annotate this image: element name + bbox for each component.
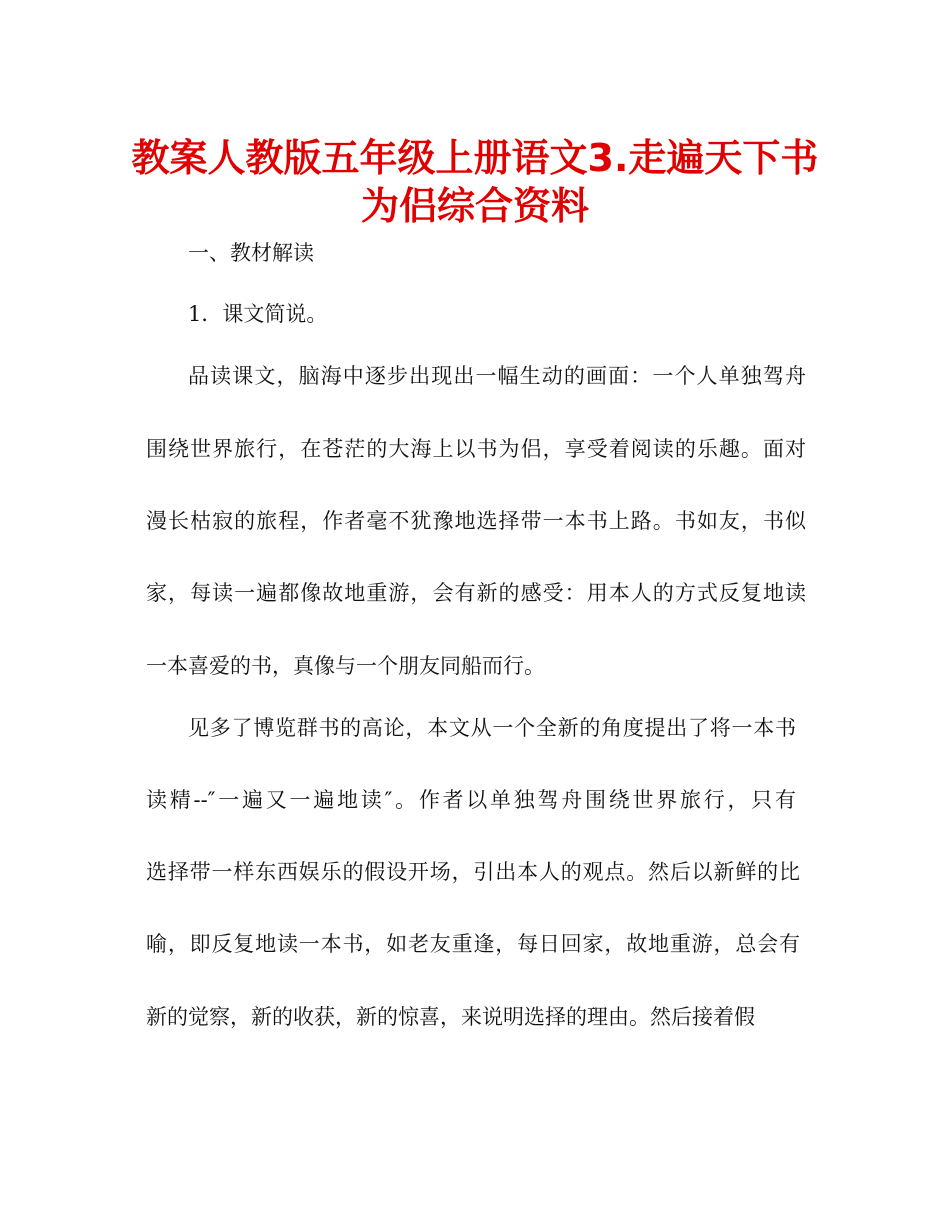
subheading: 1．课文简说。	[188, 302, 328, 326]
paragraph-2-line-1: 见多了博览群书的高论，本文从一个全新的角度提出了将一本书	[188, 716, 796, 740]
section-heading: 一、教材解读	[188, 241, 314, 265]
paragraph-1-line-1: 品读课文，脑海中逐步出现出一幅生动的画面：一个人单独驾舟	[188, 364, 806, 388]
paragraph-1-line-2: 围绕世界旅行，在苍茫的大海上以书为侣，享受着阅读的乐趣。面对	[146, 437, 806, 461]
paragraph-1-line-3: 漫长枯寂的旅程，作者毫不犹豫地选择带一本书上路。书如友，书似	[146, 509, 806, 533]
document-title-line-2: 为侣综合资料	[360, 184, 589, 228]
paragraph-2-line-2: 读精--″一遍又一遍地读″。作者以单独驾舟围绕世界旅行，只有	[146, 788, 796, 812]
paragraph-1-line-5: 一本喜爱的书，真像与一个朋友同船而行。	[146, 654, 545, 678]
paragraph-2-line-5: 新的觉察，新的收获，新的惊喜，来说明选择的理由。然后接着假	[146, 1005, 755, 1029]
paragraph-1-line-4: 家，每读一遍都像故地重游，会有新的感受：用本人的方式反复地读	[146, 581, 806, 605]
paragraph-2-line-3: 选择带一样东西娱乐的假设开场，引出本人的观点。然后以新鲜的比	[146, 860, 800, 884]
paragraph-2-line-4: 喻，即反复地读一本书，如老友重逢，每日回家，故地重游，总会有	[146, 932, 800, 956]
document-title-line-1: 教案人教版五年级上册语文3.走遍天下书	[131, 136, 819, 180]
